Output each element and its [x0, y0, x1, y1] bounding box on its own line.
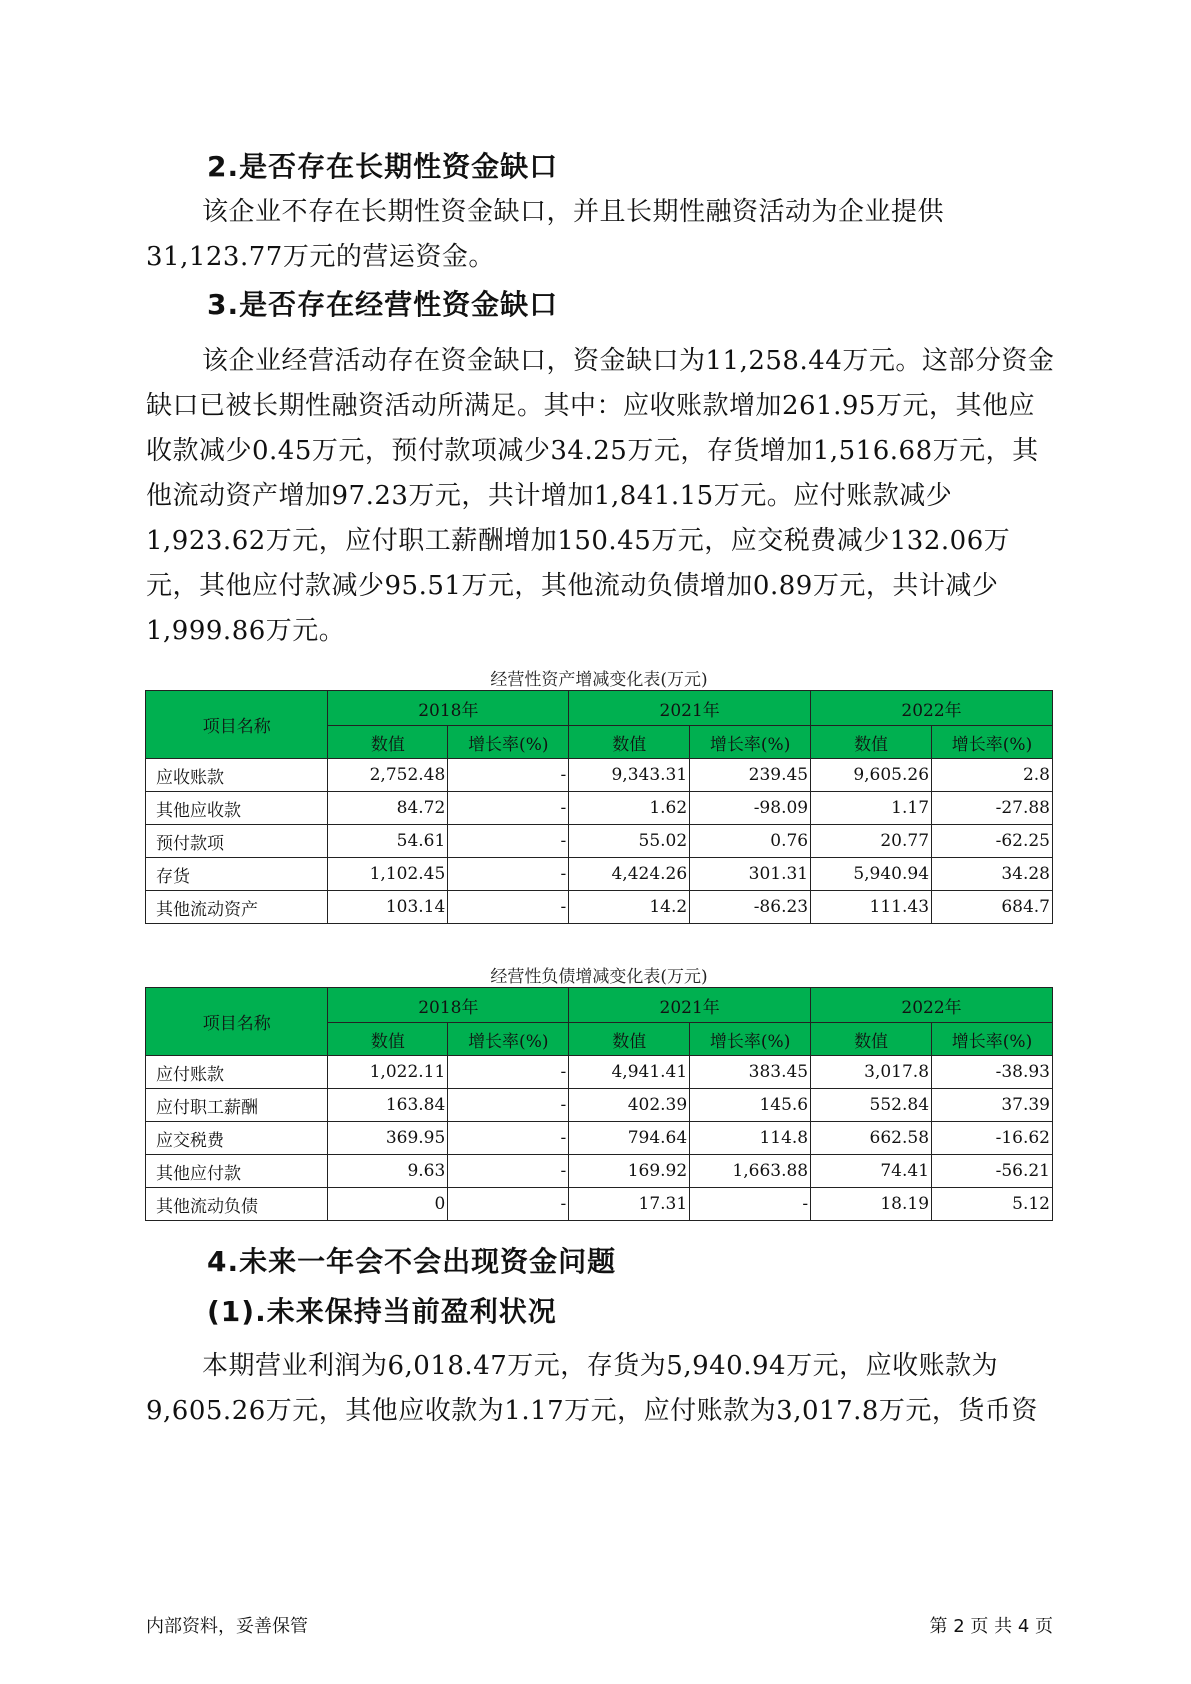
table-row — [146, 825, 1053, 858]
growth-rate-cell: -27.88 — [932, 792, 1053, 825]
row-item-name: 其他应收款 — [146, 792, 328, 825]
table-row — [146, 891, 1053, 924]
growth-rate-cell: - — [690, 1188, 811, 1221]
growth-rate-cell: 5.12 — [932, 1188, 1053, 1221]
table-row — [146, 858, 1053, 891]
growth-rate-cell: - — [448, 891, 569, 924]
value-header: 数值 — [811, 1023, 932, 1056]
growth-rate-header: 增长率(%) — [932, 1023, 1053, 1056]
operating-assets-table — [145, 690, 1053, 924]
growth-rate-cell: 2.8 — [932, 759, 1053, 792]
value-cell: 74.41 — [811, 1155, 932, 1188]
value-cell: 1,022.11 — [328, 1056, 448, 1089]
growth-rate-cell: 145.6 — [690, 1089, 811, 1122]
growth-rate-cell: - — [448, 1122, 569, 1155]
table-row — [146, 1188, 1053, 1221]
year-header: 2021年 — [569, 988, 811, 1023]
value-cell: 4,941.41 — [569, 1056, 690, 1089]
value-cell: 2,752.48 — [328, 759, 448, 792]
value-cell: 3,017.8 — [811, 1056, 932, 1089]
growth-rate-cell: -62.25 — [932, 825, 1053, 858]
table2-caption: 经营性负债增减变化表(万元) — [490, 967, 708, 987]
growth-rate-header: 增长率(%) — [448, 1023, 569, 1056]
value-header: 数值 — [569, 726, 690, 759]
operating-liabilities-table — [145, 987, 1053, 1221]
row-item-name: 应付账款 — [146, 1056, 328, 1089]
growth-rate-cell: 0.76 — [690, 825, 811, 858]
growth-rate-cell: - — [448, 1155, 569, 1188]
value-cell: 4,424.26 — [569, 858, 690, 891]
value-cell: 1.17 — [811, 792, 932, 825]
value-cell: 20.77 — [811, 825, 932, 858]
growth-rate-cell: - — [448, 792, 569, 825]
growth-rate-cell: 301.31 — [690, 858, 811, 891]
value-cell: 169.92 — [569, 1155, 690, 1188]
row-item-name: 应付职工薪酬 — [146, 1089, 328, 1122]
value-cell: 9.63 — [328, 1155, 448, 1188]
item-name-header: 项目名称 — [146, 691, 328, 759]
growth-rate-cell: 34.28 — [932, 858, 1053, 891]
section3-heading: 3.是否存在经营性资金缺口 — [207, 288, 559, 321]
table-row — [146, 1155, 1053, 1188]
value-cell: 18.19 — [811, 1188, 932, 1221]
section2-heading: 2.是否存在长期性资金缺口 — [207, 150, 559, 183]
table-row — [146, 759, 1053, 792]
table1-caption: 经营性资产增减变化表(万元) — [490, 670, 708, 690]
year-header: 2022年 — [811, 691, 1053, 726]
value-header: 数值 — [811, 726, 932, 759]
section2-paragraph: 该企业不存在长期性资金缺口，并且长期性融资活动为企业提供31,123.77万元的营运资金。 — [146, 197, 945, 272]
value-header: 数值 — [569, 1023, 690, 1056]
value-cell: 662.58 — [811, 1122, 932, 1155]
value-cell: 55.02 — [569, 825, 690, 858]
year-header: 2018年 — [328, 691, 569, 726]
row-item-name: 其他应付款 — [146, 1155, 328, 1188]
value-cell: 1.62 — [569, 792, 690, 825]
growth-rate-header: 增长率(%) — [690, 726, 811, 759]
growth-rate-header: 增长率(%) — [690, 1023, 811, 1056]
growth-rate-cell: 383.45 — [690, 1056, 811, 1089]
footer-confidential-note: 内部资料，妥善保管 — [146, 1616, 308, 1637]
footer-page-number: 第 2 页 共 4 页 — [929, 1616, 1053, 1637]
growth-rate-cell: -38.93 — [932, 1056, 1053, 1089]
section3-paragraph: 该企业经营活动存在资金缺口，资金缺口为11,258.44万元。这部分资金缺口已被长期性融资活动所满足。其中：应收账款增加261.95万元，其他应收款减少0.45万元，预付款项减少34.25万元，存货增加1,516.68万元，其他流动资产增加97.23万元，共计增加1,841.15万元。应付账款减少1,923.62万元，应付职工薪酬增加150.45万元，应交税费减少132.06万元，其他应付款减少95.51万元，其他流动负债增加0.89万元，共计减少1,999.86万元。 — [146, 346, 1055, 646]
value-cell: 111.43 — [811, 891, 932, 924]
value-cell: 402.39 — [569, 1089, 690, 1122]
row-item-name: 其他流动负债 — [146, 1188, 328, 1221]
growth-rate-cell: -16.62 — [932, 1122, 1053, 1155]
growth-rate-cell: - — [448, 1089, 569, 1122]
section4-paragraph: 本期营业利润为6,018.47万元，存货为5,940.94万元，应收账款为9,605.26万元，其他应收款为1.17万元，应付账款为3,017.8万元，货币资 — [146, 1351, 1038, 1426]
growth-rate-header: 增长率(%) — [448, 726, 569, 759]
growth-rate-cell: - — [448, 858, 569, 891]
value-header: 数值 — [328, 1023, 448, 1056]
table-row — [146, 792, 1053, 825]
value-cell: 84.72 — [328, 792, 448, 825]
value-cell: 794.64 — [569, 1122, 690, 1155]
section4-subheading: (1).未来保持当前盈利状况 — [207, 1295, 557, 1328]
table-row — [146, 1089, 1053, 1122]
growth-rate-cell: 1,663.88 — [690, 1155, 811, 1188]
year-header: 2022年 — [811, 988, 1053, 1023]
growth-rate-cell: - — [448, 1188, 569, 1221]
table-row — [146, 1122, 1053, 1155]
growth-rate-cell: 37.39 — [932, 1089, 1053, 1122]
table-row — [146, 1056, 1053, 1089]
growth-rate-cell: 684.7 — [932, 891, 1053, 924]
growth-rate-cell: - — [448, 759, 569, 792]
value-cell: 552.84 — [811, 1089, 932, 1122]
value-cell: 163.84 — [328, 1089, 448, 1122]
value-cell: 17.31 — [569, 1188, 690, 1221]
row-item-name: 预付款项 — [146, 825, 328, 858]
growth-rate-cell: - — [448, 1056, 569, 1089]
value-cell: 54.61 — [328, 825, 448, 858]
section4-heading: 4.未来一年会不会出现资金问题 — [207, 1245, 617, 1278]
year-header: 2018年 — [328, 988, 569, 1023]
value-cell: 9,605.26 — [811, 759, 932, 792]
growth-rate-header: 增长率(%) — [932, 726, 1053, 759]
growth-rate-cell: -56.21 — [932, 1155, 1053, 1188]
value-cell: 0 — [328, 1188, 448, 1221]
row-item-name: 应交税费 — [146, 1122, 328, 1155]
row-item-name: 存货 — [146, 858, 328, 891]
value-cell: 9,343.31 — [569, 759, 690, 792]
growth-rate-cell: -98.09 — [690, 792, 811, 825]
value-cell: 103.14 — [328, 891, 448, 924]
value-cell: 14.2 — [569, 891, 690, 924]
growth-rate-cell: 114.8 — [690, 1122, 811, 1155]
value-header: 数值 — [328, 726, 448, 759]
growth-rate-cell: -86.23 — [690, 891, 811, 924]
row-item-name: 其他流动资产 — [146, 891, 328, 924]
value-cell: 369.95 — [328, 1122, 448, 1155]
row-item-name: 应收账款 — [146, 759, 328, 792]
growth-rate-cell: 239.45 — [690, 759, 811, 792]
year-header: 2021年 — [569, 691, 811, 726]
value-cell: 5,940.94 — [811, 858, 932, 891]
item-name-header: 项目名称 — [146, 988, 328, 1056]
value-cell: 1,102.45 — [328, 858, 448, 891]
growth-rate-cell: - — [448, 825, 569, 858]
